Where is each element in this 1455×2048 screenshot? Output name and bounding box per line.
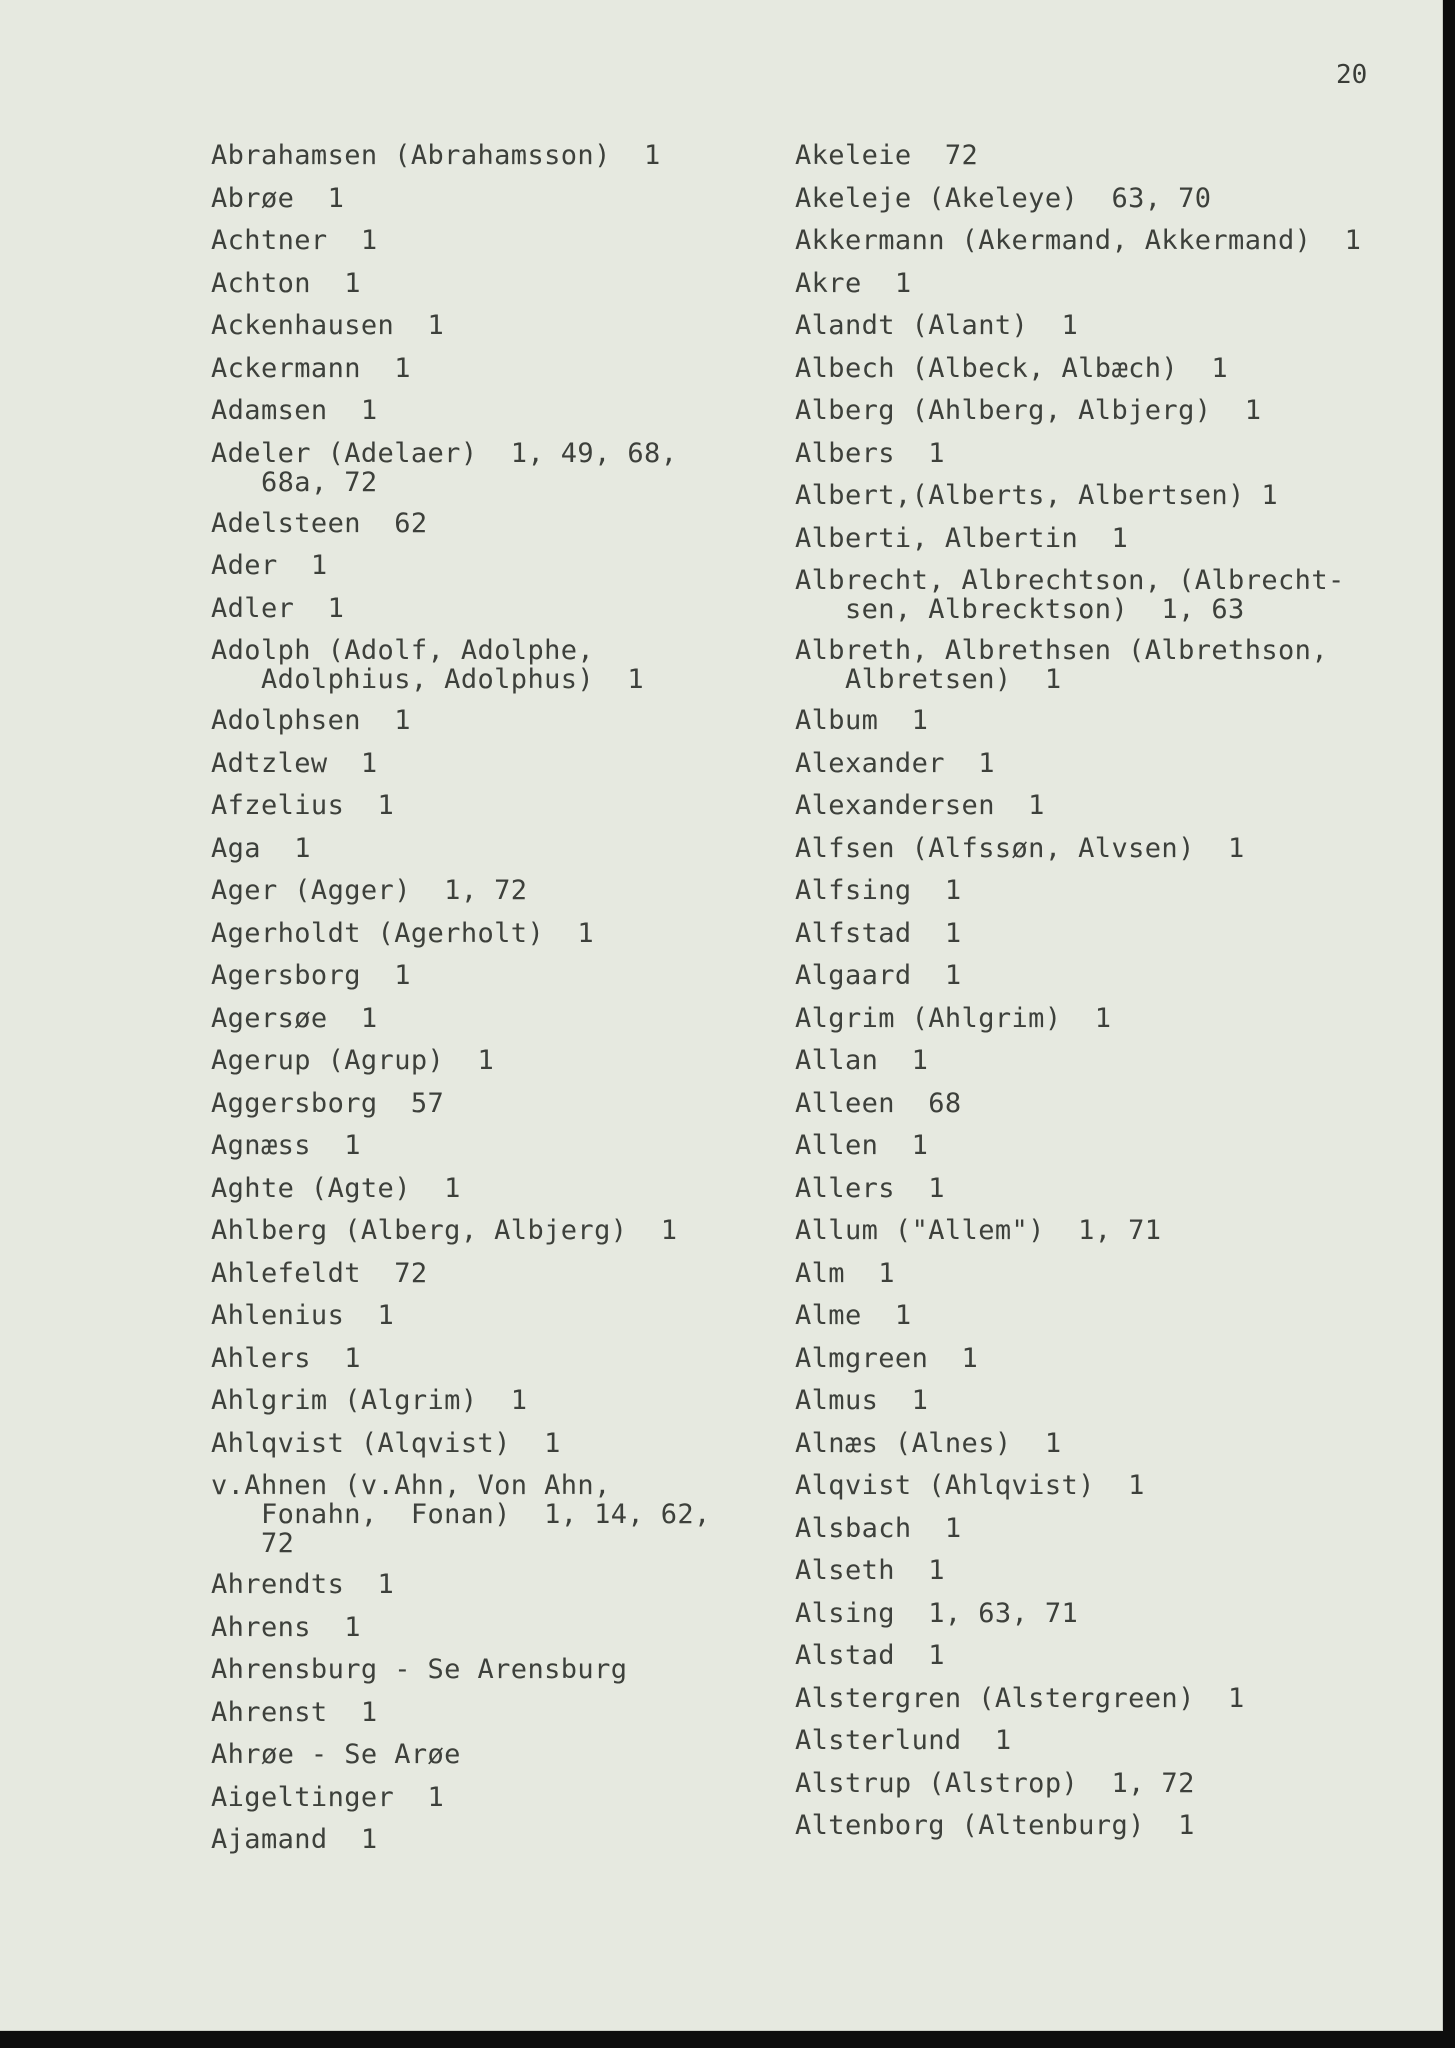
index-entry: Albrecht, Albrechtson, (Albrecht- sen, Albrecktson) 1, 63 [795,565,1345,625]
index-entry: Adeler (Adelaer) 1, 49, 68, 68a, 72 [211,437,678,498]
right-index-column [795,141,1395,1854]
index-entry: Alstrup (Alstrop) 1, 72 [795,1767,1195,1799]
index-entry: Albreth, Albrethsen (Albrethson, Albretsen) 1 [795,635,1328,695]
index-entry: Allers 1 [795,1172,945,1204]
index-entry: Alseth 1 [795,1555,945,1586]
index-entry: Allen 1 [795,1130,929,1161]
index-entry: Algaard 1 [795,960,962,991]
index-entry: Afzelius 1 [211,790,395,821]
index-entry: Algrim (Ahlgrim) 1 [795,1002,1112,1034]
index-entry: Agerholdt (Agerholt) 1 [211,917,595,949]
index-entry: Achton 1 [211,267,361,299]
index-entry: Ader 1 [211,550,328,581]
index-entry: Aghte (Agte) 1 [211,1172,461,1204]
index-entry: Ahlenius 1 [211,1300,395,1331]
index-entry: Altenborg (Altenburg) 1 [795,1810,1195,1841]
index-entry: Alstad 1 [795,1640,945,1671]
index-entry: Ackermann 1 [211,352,411,384]
index-entry: Adtzlew 1 [211,747,378,779]
index-entry: Ahrensburg - Se Arensburg [211,1654,628,1685]
page-number: 20 [1336,60,1368,90]
index-entry: Ahrenst 1 [211,1696,378,1728]
index-entry: Ajamand 1 [211,1824,378,1855]
index-entry: v.Ahnen (v.Ahn, Von Ahn, Fonahn, Fonan) 1, 14, 62, 72 [211,1470,711,1559]
index-entry: Alm 1 [795,1257,895,1289]
index-entry: Agerup (Agrup) 1 [211,1045,495,1076]
index-entry: Alberg (Ahlberg, Albjerg) 1 [795,395,1262,426]
index-entry: Akeleie 72 [795,140,979,171]
index-entry: Almgreen 1 [795,1342,979,1374]
index-entry: Alfstad 1 [795,917,962,949]
index-entry: Akkermann (Akermand, Akkermand) 1 [795,225,1362,256]
index-entry: Aigeltinger 1 [211,1781,445,1813]
index-entry: Alme 1 [795,1300,912,1331]
index-entry: Akre 1 [795,267,912,299]
index-entry: Albert,(Alberts, Albertsen) 1 [795,480,1279,511]
index-entry: Ahrøe - Se Arøe [211,1739,461,1770]
index-entry: Adolph (Adolf, Adolphe, Adolphius, Adolphus) 1 [211,635,645,695]
index-entry: Achtner 1 [211,225,378,256]
index-entry: Ahrens 1 [211,1611,361,1643]
index-entry: Alfsen (Alfssøn, Alvsen) 1 [795,832,1245,864]
index-entry: Aggersborg 57 [211,1087,445,1119]
index-entry: Alexandersen 1 [795,790,1045,821]
index-entry: Alsterlund 1 [795,1725,1012,1756]
index-entry: Allum ("Allem") 1, 71 [795,1215,1162,1246]
index-entry: Alexander 1 [795,747,995,779]
left-index-column [211,141,771,1868]
index-entry: Alsing 1, 63, 71 [795,1597,1079,1629]
index-entry: Ahlqvist (Alqvist) 1 [211,1427,561,1459]
index-entry: Alnæs (Alnes) 1 [795,1427,1062,1459]
index-entry: Adolphsen 1 [211,705,411,736]
index-entry: Ahlers 1 [211,1342,361,1374]
index-entry: Ahlgrim (Algrim) 1 [211,1385,528,1416]
index-entry: Alleen 68 [795,1087,962,1119]
index-entry: Alandt (Alant) 1 [795,310,1079,341]
index-entry: Ahlberg (Alberg, Albjerg) 1 [211,1215,678,1246]
index-entry: Agersøe 1 [211,1002,378,1034]
index-entry: Albers 1 [795,437,945,469]
index-entry: Ackenhausen 1 [211,310,445,341]
index-entry: Adamsen 1 [211,395,378,426]
index-entry: Alberti, Albertin 1 [795,522,1129,554]
index-entry: Agnæss 1 [211,1130,361,1161]
index-entry: Adler 1 [211,592,345,624]
index-entry: Adelsteen 62 [211,507,428,539]
index-entry: Allan 1 [795,1045,929,1076]
index-entry: Abrøe 1 [211,182,345,214]
index-entry: Aga 1 [211,832,311,864]
index-entry: Agersborg 1 [211,960,411,991]
index-entry: Alsbach 1 [795,1512,962,1544]
index-entry: Alstergren (Alstergreen) 1 [795,1682,1245,1714]
index-entry: Ahrendts 1 [211,1569,395,1600]
index-entry: Akeleje (Akeleye) 63, 70 [795,182,1212,214]
index-entry: Ahlefeldt 72 [211,1257,428,1289]
index-entry: Almus 1 [795,1385,929,1416]
index-entry: Abrahamsen (Abrahamsson) 1 [211,140,661,171]
index-entry: Album 1 [795,705,929,736]
index-entry: Alfsing 1 [795,875,962,906]
index-entry: Albech (Albeck, Albæch) 1 [795,352,1229,384]
index-entry: Ager (Agger) 1, 72 [211,875,528,906]
index-entry: Alqvist (Ahlqvist) 1 [795,1470,1145,1501]
